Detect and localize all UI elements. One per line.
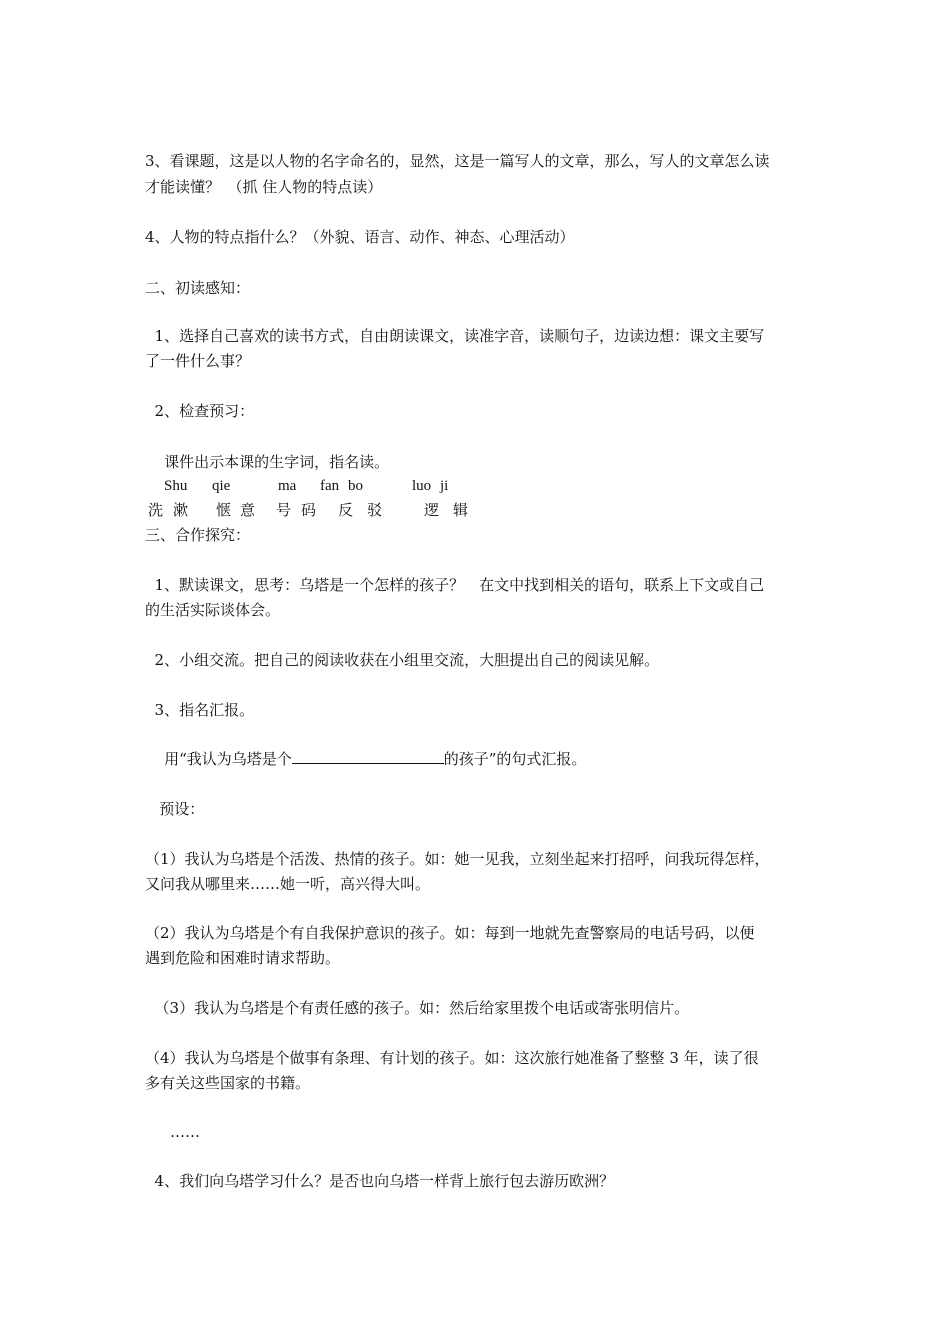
pinyin-bo: bo: [348, 478, 363, 494]
paragraph-4: 4、人物的特点指什么？（外貌、语言、动作、神态、心理活动）: [145, 228, 575, 246]
hanzi-xi: 洗: [148, 501, 164, 519]
hanzi-shu: 漱: [173, 501, 189, 519]
preset-2-line-2: 遇到危险和困难时请求帮助。: [145, 949, 341, 967]
paragraph-3-line-2: 才能读懂？ （抓 住人物的特点读）: [145, 178, 383, 196]
preset-1-line-1: （1）我认为乌塔是个活泼、热情的孩子。如：她一见我，立刻坐起来打招呼，问我玩得怎样，: [145, 850, 770, 868]
report-suffix: 的孩子”的句式汇报。: [443, 750, 587, 768]
ellipsis: ……: [170, 1123, 200, 1141]
pinyin-ji: ji: [440, 478, 449, 494]
pinyin-qie: qie: [212, 478, 231, 494]
pinyin-luo: luo: [412, 478, 432, 494]
preset-4-line-1: （4）我认为乌塔是个做事有条理、有计划的孩子。如：这次旅行她准备了整整 3 年，读了很: [145, 1049, 759, 1067]
section-2-item-1-line-1: 1、选择自己喜欢的读书方式，自由朗读课文，读准字音，读顺句子，边读边想：课文主要写: [145, 327, 765, 345]
paragraph-3-line-1: 3、看课题，这是以人物的名字命名的，显然，这是一篇写人的文章，那么，写人的文章怎么读: [145, 152, 770, 170]
hanzi-luo: 逻: [424, 501, 440, 519]
preset-1-line-2: 又问我从哪里来……她一听，高兴得大叫。: [145, 875, 431, 893]
hanzi-ma: 码: [301, 501, 317, 519]
section-2-item-1-line-2: 了一件什么事？: [145, 352, 251, 370]
vocab-intro: 课件出示本课的生字词，指名读。: [145, 453, 390, 471]
preset-label: 预设：: [145, 800, 205, 818]
hanzi-bo: 驳: [367, 501, 383, 519]
section-3-title: 三、合作探究：: [145, 526, 251, 544]
report-sentence-pattern: [145, 748, 586, 770]
section-2-item-2: 2、检查预习：: [145, 402, 255, 420]
pinyin-ma: ma: [278, 478, 297, 494]
section-2-title: 二、初读感知：: [145, 279, 251, 297]
hanzi-hao: 号: [276, 501, 292, 519]
section-3-item-4: 4、我们向乌塔学习什么？是否也向乌塔一样背上旅行包去游历欧洲？: [145, 1172, 615, 1190]
section-3-item-1-line-1: 1、默读课文，思考：乌塔是一个怎样的孩子？ 在文中找到相关的语句，联系上下文或自己: [145, 576, 765, 594]
preset-3: （3）我认为乌塔是个有责任感的孩子。如：然后给家里拨个电话或寄张明信片。: [145, 999, 690, 1017]
hanzi-yi: 意: [240, 501, 256, 519]
preset-2-line-1: （2）我认为乌塔是个有自我保护意识的孩子。如：每到一地就先查警察局的电话号码，以便: [145, 924, 755, 942]
pinyin-fan: fan: [320, 478, 340, 494]
report-prefix: 用“我认为乌塔是个: [145, 750, 292, 768]
hanzi-qie: 惬: [216, 501, 232, 519]
section-3-item-3: 3、指名汇报。: [145, 701, 255, 719]
hanzi-fan: 反: [338, 501, 354, 519]
preset-4-line-2: 多有关这些国家的书籍。: [145, 1074, 311, 1092]
hanzi-ji: 辑: [453, 501, 469, 519]
fill-in-blank: [292, 749, 444, 764]
section-3-item-2: 2、小组交流。把自己的阅读收获在小组里交流，大胆提出自己的阅读见解。: [145, 651, 660, 669]
pinyin-shu: Shu: [164, 478, 188, 494]
section-3-item-1-line-2: 的生活实际谈体会。: [145, 601, 281, 619]
